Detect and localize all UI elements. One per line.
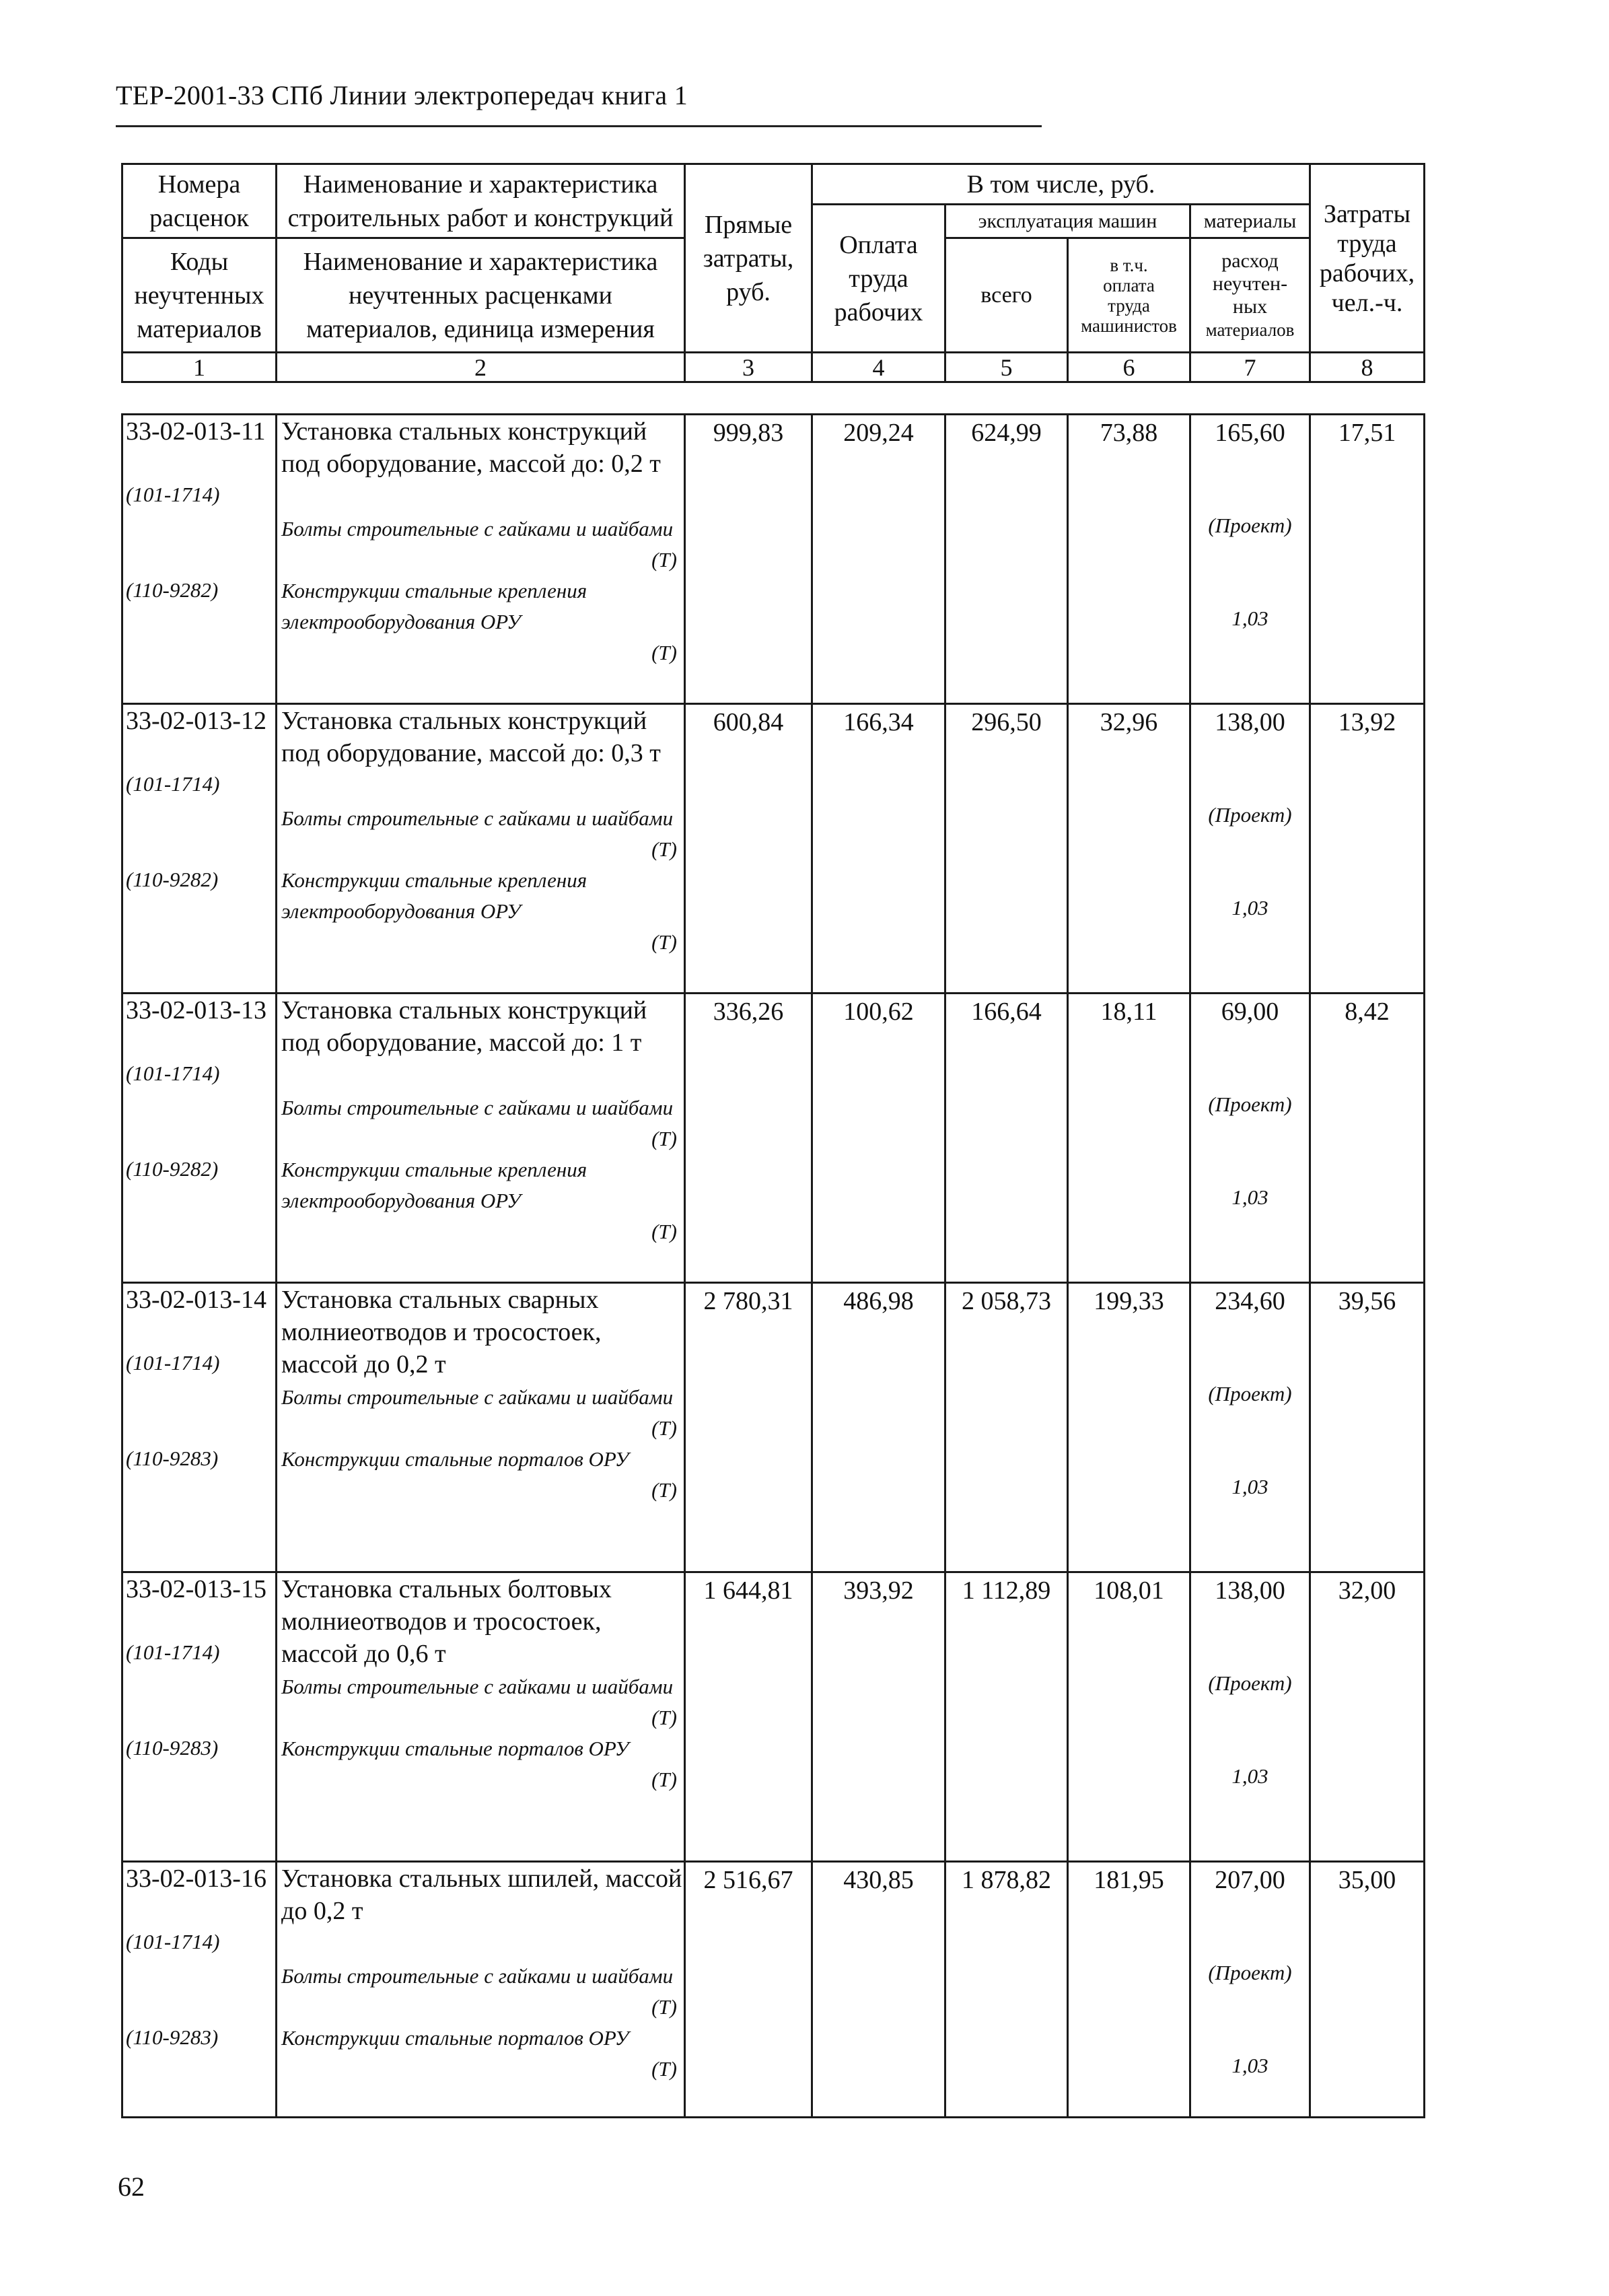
material-code-1: (101-1714) — [126, 772, 220, 796]
rate-code-cell — [122, 1283, 277, 1572]
machinist-labor-value: 73,88 — [1100, 419, 1158, 447]
materials-costs-value: 138,00 — [1215, 1576, 1285, 1605]
material-value-1: (Проект) — [1208, 803, 1292, 827]
header-rule — [116, 125, 1042, 127]
direct-costs-value: 600,84 — [713, 708, 784, 736]
materials-costs-value: 234,60 — [1215, 1287, 1285, 1315]
machine-costs-total — [945, 994, 1068, 1283]
machinist-labor — [1068, 994, 1190, 1283]
rate-code-cell — [122, 994, 277, 1283]
material-value-1: (Проект) — [1208, 1382, 1292, 1405]
machine-costs-total — [945, 1862, 1068, 2118]
labor-costs — [812, 415, 945, 704]
header-col8-line1: Затраты — [1323, 199, 1410, 228]
machinist-labor-value: 18,11 — [1100, 998, 1157, 1026]
rate-code: 33-02-013-15 — [126, 1575, 266, 1603]
machine-costs-total — [945, 704, 1068, 994]
work-description: Установка стальных конструкций под оборудование, массой до: 1 т — [281, 996, 647, 1057]
header-col8-line2: труда — [1337, 229, 1397, 258]
material-code-2: (110-9283) — [126, 2025, 219, 2049]
labor-costs-value: 393,92 — [843, 1576, 914, 1605]
rate-code: 33-02-013-16 — [126, 1865, 266, 1893]
machine-costs-total-value: 2 058,73 — [962, 1287, 1051, 1315]
header-col2-bottom-line2: неучтенных расценками — [349, 281, 612, 310]
header-col8-line4: чел.-ч. — [1331, 288, 1403, 317]
work-description: Установка стальных конструкций под оборудование, массой до: 0,2 т — [281, 417, 661, 478]
material-unit-mark-1: (Т) — [651, 1995, 677, 2019]
table-row — [122, 415, 1425, 704]
header-col3-line3: руб. — [726, 277, 771, 306]
material-value-2: 1,03 — [1231, 1185, 1268, 1209]
labor-costs — [812, 1572, 945, 1862]
material-description-2: Конструкции стальные крепления электрооборудования ОРУ — [281, 1158, 587, 1212]
labor-hours-value: 32,00 — [1338, 1576, 1396, 1605]
material-value-2: 1,03 — [1231, 1475, 1268, 1498]
labor-hours-value: 35,00 — [1338, 1866, 1396, 1894]
labor-costs — [812, 994, 945, 1283]
material-unit-mark-2: (Т) — [651, 1768, 677, 1791]
material-value-1: (Проект) — [1208, 1961, 1292, 1984]
rate-code: 33-02-013-11 — [126, 417, 266, 446]
header-num-1: 1 — [122, 353, 277, 382]
material-code-2: (110-9282) — [126, 868, 219, 891]
header-col8 — [1310, 164, 1425, 353]
header-col1-bottom-line3: материалов — [137, 314, 262, 343]
header-num-7: 7 — [1190, 353, 1310, 382]
machinist-labor — [1068, 704, 1190, 994]
labor-hours — [1310, 415, 1425, 704]
material-code-1: (101-1714) — [126, 483, 220, 506]
header-materials-label: материалы — [1190, 205, 1310, 238]
material-code-2: (110-9282) — [126, 578, 219, 602]
header-col2-bottom-line1: Наименование и характеристика — [303, 247, 658, 276]
header-col2-top-line1: Наименование и характеристика — [303, 170, 658, 199]
header-col2-bottom-line3: материалов, единица измерения — [306, 314, 655, 343]
machine-costs-total — [945, 1572, 1068, 1862]
material-description-2: Конструкции стальные порталов ОРУ — [281, 1447, 629, 1471]
material-description-1: Болты строительные с гайками и шайбами — [281, 1964, 674, 1988]
header-col4-line3: рабочих — [834, 298, 923, 326]
work-description-cell — [277, 415, 685, 704]
material-unit-mark-2: (Т) — [651, 930, 677, 954]
header-col6 — [1068, 238, 1190, 353]
machinist-labor-value: 181,95 — [1094, 1866, 1164, 1894]
header-col7-line2: неучтен- — [1212, 272, 1288, 295]
material-unit-mark-2: (Т) — [651, 1220, 677, 1243]
header-col3-line2: затраты, — [703, 244, 794, 273]
material-unit-mark-1: (Т) — [651, 1416, 677, 1440]
machinist-labor — [1068, 1572, 1190, 1862]
header-col7-line1: расход — [1221, 249, 1279, 272]
header-col6-line1: в т.ч. — [1110, 254, 1148, 275]
rate-code-cell — [122, 704, 277, 994]
table-row — [122, 704, 1425, 994]
header-col3 — [685, 164, 812, 353]
header-col1-top-line1: Номера — [157, 170, 241, 199]
machine-costs-total-value: 296,50 — [971, 708, 1042, 736]
work-description: Установка стальных сварных молниеотводов и тросостоек, массой до 0,2 т — [281, 1286, 602, 1379]
header-col7-line4: материалов — [1205, 319, 1295, 340]
work-description-cell — [277, 1862, 685, 2118]
labor-costs — [812, 1862, 945, 2118]
work-description: Установка стальных болтовых молниеотводов и тросостоек, массой до 0,6 т — [281, 1575, 612, 1668]
material-code-2: (110-9283) — [126, 1736, 219, 1760]
material-code-2: (110-9283) — [126, 1447, 219, 1470]
direct-costs-value: 2 516,67 — [703, 1866, 793, 1894]
labor-costs — [812, 1283, 945, 1572]
machine-costs-total-value: 166,64 — [971, 998, 1042, 1026]
material-value-2: 1,03 — [1231, 1764, 1268, 1788]
direct-costs — [685, 994, 812, 1283]
material-value-2: 1,03 — [1231, 606, 1268, 630]
direct-costs — [685, 415, 812, 704]
header-col4-line2: труда — [849, 264, 908, 293]
labor-costs-value: 486,98 — [843, 1287, 914, 1315]
header-col1-bottom-line2: неучтенных — [134, 281, 264, 310]
header-col8-line3: рабочих, — [1319, 258, 1415, 287]
material-description-1: Болты строительные с гайками и шайбами — [281, 517, 674, 541]
machinist-labor-value: 32,96 — [1100, 708, 1158, 736]
direct-costs — [685, 1283, 812, 1572]
header-col2-bottom — [277, 238, 685, 353]
material-code-1: (101-1714) — [126, 1930, 220, 1953]
material-value-2: 1,03 — [1231, 896, 1268, 919]
rates-table — [121, 413, 1425, 2118]
header-num-5: 5 — [945, 353, 1068, 382]
header-col1-top — [122, 164, 277, 238]
header-col6-line2: оплата — [1103, 275, 1155, 295]
header-col7-line3: ных — [1232, 295, 1268, 318]
machinist-labor-value: 199,33 — [1094, 1287, 1164, 1315]
header-col3-line1: Прямые — [704, 210, 793, 239]
table-row — [122, 1572, 1425, 1862]
machine-costs-total-value: 1 878,82 — [962, 1866, 1051, 1894]
material-unit-mark-1: (Т) — [651, 837, 677, 861]
header-col4 — [812, 205, 945, 353]
header-num-3: 3 — [685, 353, 812, 382]
material-value-1: (Проект) — [1208, 514, 1292, 537]
materials-costs — [1190, 1572, 1310, 1862]
material-value-1: (Проект) — [1208, 1092, 1292, 1116]
direct-costs-value: 999,83 — [713, 419, 784, 447]
machinist-labor — [1068, 1283, 1190, 1572]
labor-costs — [812, 704, 945, 994]
material-description-2: Конструкции стальные крепления электрооборудования ОРУ — [281, 579, 587, 633]
table-header — [121, 163, 1425, 383]
materials-costs-value: 207,00 — [1215, 1866, 1285, 1894]
rate-code: 33-02-013-14 — [126, 1286, 266, 1314]
header-machines-label: эксплуатация машин — [945, 205, 1190, 238]
labor-costs-value: 430,85 — [843, 1866, 914, 1894]
rate-code-cell — [122, 1862, 277, 2118]
labor-costs-value: 166,34 — [843, 708, 914, 736]
work-description-cell — [277, 994, 685, 1283]
material-description-1: Болты строительные с гайками и шайбами — [281, 1385, 674, 1409]
material-value-2: 1,03 — [1231, 2054, 1268, 2077]
material-description-2: Конструкции стальные порталов ОРУ — [281, 1737, 629, 1760]
work-description-cell — [277, 1572, 685, 1862]
materials-costs-value: 69,00 — [1221, 998, 1279, 1026]
labor-hours — [1310, 1862, 1425, 2118]
rate-code-cell — [122, 1572, 277, 1862]
material-unit-mark-1: (Т) — [651, 1706, 677, 1729]
machine-costs-total-value: 1 112,89 — [962, 1576, 1051, 1605]
labor-costs-value: 209,24 — [843, 419, 914, 447]
header-col4-line1: Оплата — [839, 230, 918, 259]
labor-hours-value: 13,92 — [1338, 708, 1396, 736]
header-col1-top-line2: расценок — [149, 203, 249, 232]
material-unit-mark-1: (Т) — [651, 548, 677, 571]
direct-costs — [685, 1862, 812, 2118]
material-value-1: (Проект) — [1208, 1671, 1292, 1695]
rate-code: 33-02-013-12 — [126, 707, 266, 735]
materials-costs-value: 165,60 — [1215, 419, 1285, 447]
material-code-1: (101-1714) — [126, 1351, 220, 1375]
material-unit-mark-2: (Т) — [651, 1478, 677, 1502]
direct-costs-value: 2 780,31 — [703, 1287, 793, 1315]
document-title: ТЕР-2001-33 СПб Линии электропередач книга 1 — [116, 80, 688, 110]
material-unit-mark-1: (Т) — [651, 1127, 677, 1150]
material-description-1: Болты строительные с гайками и шайбами — [281, 1675, 674, 1698]
header-col5: всего — [945, 238, 1068, 353]
labor-hours-value: 39,56 — [1338, 1287, 1396, 1315]
material-description-2: Конструкции стальные порталов ОРУ — [281, 2026, 629, 2050]
table-row — [122, 994, 1425, 1283]
header-col1-bottom-line1: Коды — [170, 247, 229, 276]
header-col2-top — [277, 164, 685, 238]
material-code-1: (101-1714) — [126, 1062, 220, 1085]
material-code-2: (110-9282) — [126, 1157, 219, 1181]
labor-hours — [1310, 1572, 1425, 1862]
table-row — [122, 1862, 1425, 2118]
labor-costs-value: 100,62 — [843, 998, 914, 1026]
machinist-labor — [1068, 415, 1190, 704]
header-num-6: 6 — [1068, 353, 1190, 382]
labor-hours — [1310, 704, 1425, 994]
direct-costs — [685, 1572, 812, 1862]
materials-costs — [1190, 1862, 1310, 2118]
material-description-2: Конструкции стальные крепления электрооборудования ОРУ — [281, 868, 587, 923]
materials-costs — [1190, 415, 1310, 704]
materials-costs — [1190, 1283, 1310, 1572]
labor-hours-value: 17,51 — [1338, 419, 1396, 447]
machine-costs-total — [945, 415, 1068, 704]
material-unit-mark-2: (Т) — [651, 641, 677, 664]
machine-costs-total — [945, 1283, 1068, 1572]
header-col2-top-line2: строительных работ и конструкций — [287, 203, 674, 232]
direct-costs-value: 336,26 — [713, 998, 784, 1026]
rate-code: 33-02-013-13 — [126, 996, 266, 1024]
labor-hours — [1310, 1283, 1425, 1572]
header-group-label: В том числе, руб. — [812, 164, 1310, 205]
materials-costs — [1190, 994, 1310, 1283]
header-col7 — [1190, 238, 1310, 353]
work-description-cell — [277, 704, 685, 994]
direct-costs-value: 1 644,81 — [703, 1576, 793, 1605]
machinist-labor — [1068, 1862, 1190, 2118]
material-description-1: Болты строительные с гайками и шайбами — [281, 806, 674, 830]
labor-hours-value: 8,42 — [1345, 998, 1390, 1026]
materials-costs — [1190, 704, 1310, 994]
work-description-cell — [277, 1283, 685, 1572]
direct-costs — [685, 704, 812, 994]
table-row — [122, 1283, 1425, 1572]
header-num-8: 8 — [1310, 353, 1425, 382]
materials-costs-value: 138,00 — [1215, 708, 1285, 736]
labor-hours — [1310, 994, 1425, 1283]
header-num-2: 2 — [277, 353, 685, 382]
header-col6-line4: машинистов — [1081, 315, 1177, 336]
page-number: 62 — [118, 2171, 145, 2202]
machine-costs-total-value: 624,99 — [971, 419, 1042, 447]
rate-code-cell — [122, 415, 277, 704]
header-num-4: 4 — [812, 353, 945, 382]
material-description-1: Болты строительные с гайками и шайбами — [281, 1096, 674, 1119]
work-description: Установка стальных шпилей, массой до 0,2 т — [281, 1865, 682, 1925]
material-code-1: (101-1714) — [126, 1640, 220, 1664]
material-unit-mark-2: (Т) — [651, 2057, 677, 2081]
work-description: Установка стальных конструкций под оборудование, массой до: 0,3 т — [281, 707, 661, 767]
header-col1-bottom — [122, 238, 277, 353]
header-col6-line3: труда — [1108, 295, 1150, 316]
machinist-labor-value: 108,01 — [1094, 1576, 1164, 1605]
